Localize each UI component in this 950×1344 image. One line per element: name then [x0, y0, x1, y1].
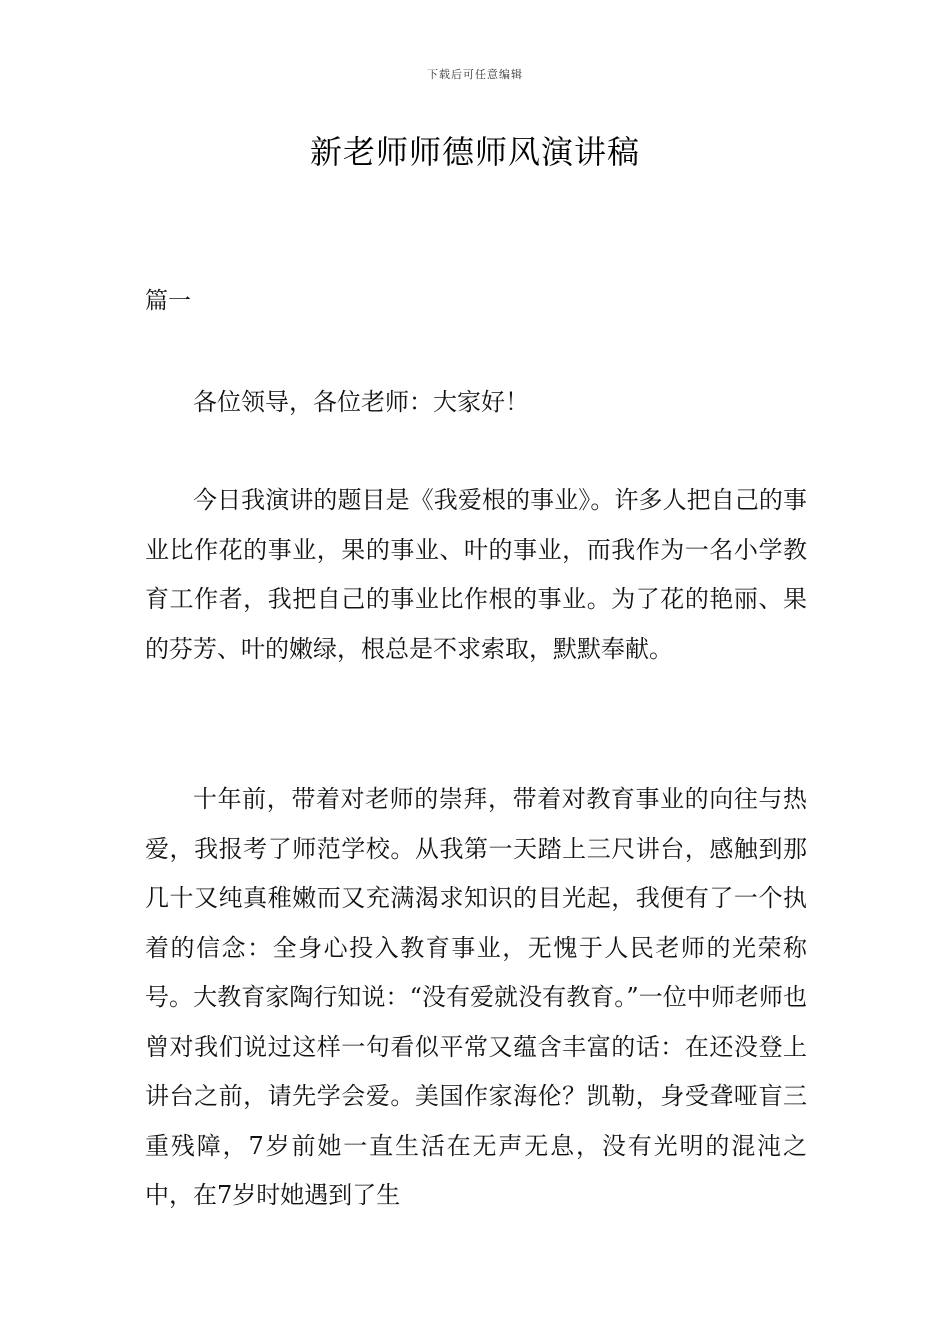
- document-title: 新老师师德师风演讲稿: [309, 133, 640, 171]
- paragraph-2-block: [145, 775, 807, 1221]
- paragraph-1-block: [145, 476, 807, 674]
- section-label: 篇一: [145, 288, 191, 314]
- greeting-block: [145, 378, 807, 428]
- greeting-text: 各位领导，各位老师：大家好！: [193, 388, 529, 416]
- header-note: 下载后可任意编辑: [427, 68, 523, 81]
- paragraph-1: 今日我演讲的题目是《我爱根的事业》。许多人把自己的事业比作花的事业，果的事业、叶的事业，而我作为一名小学教育工作者，我把自己的事业比作根的事业。为了花的艳丽、果的芬芳、叶的嫩绿，根总是不求索取，默默奉献。: [145, 486, 807, 663]
- paragraph-2: 十年前，带着对老师的崇拜，带着对教育事业的向往与热爱，我报考了师范学校。从我第一天踏上三尺讲台，感触到那几十又纯真稚嫩而又充满渴求知识的目光起，我便有了一个执着的信念：全身心投入教育事业，无愧于人民老师的光荣称号。大教育家陶行知说：“没有爱就没有教育。”一位中师老师也曾对我们说过这样一句看似平常又蕴含丰富的话：在还没登上讲台之前，请先学会爱。美国作家海伦？凯勒，身受聋哑盲三重残障，7岁前她一直生活在无声无息，没有光明的混沌之中，在7岁时她遇到了生: [145, 785, 807, 1209]
